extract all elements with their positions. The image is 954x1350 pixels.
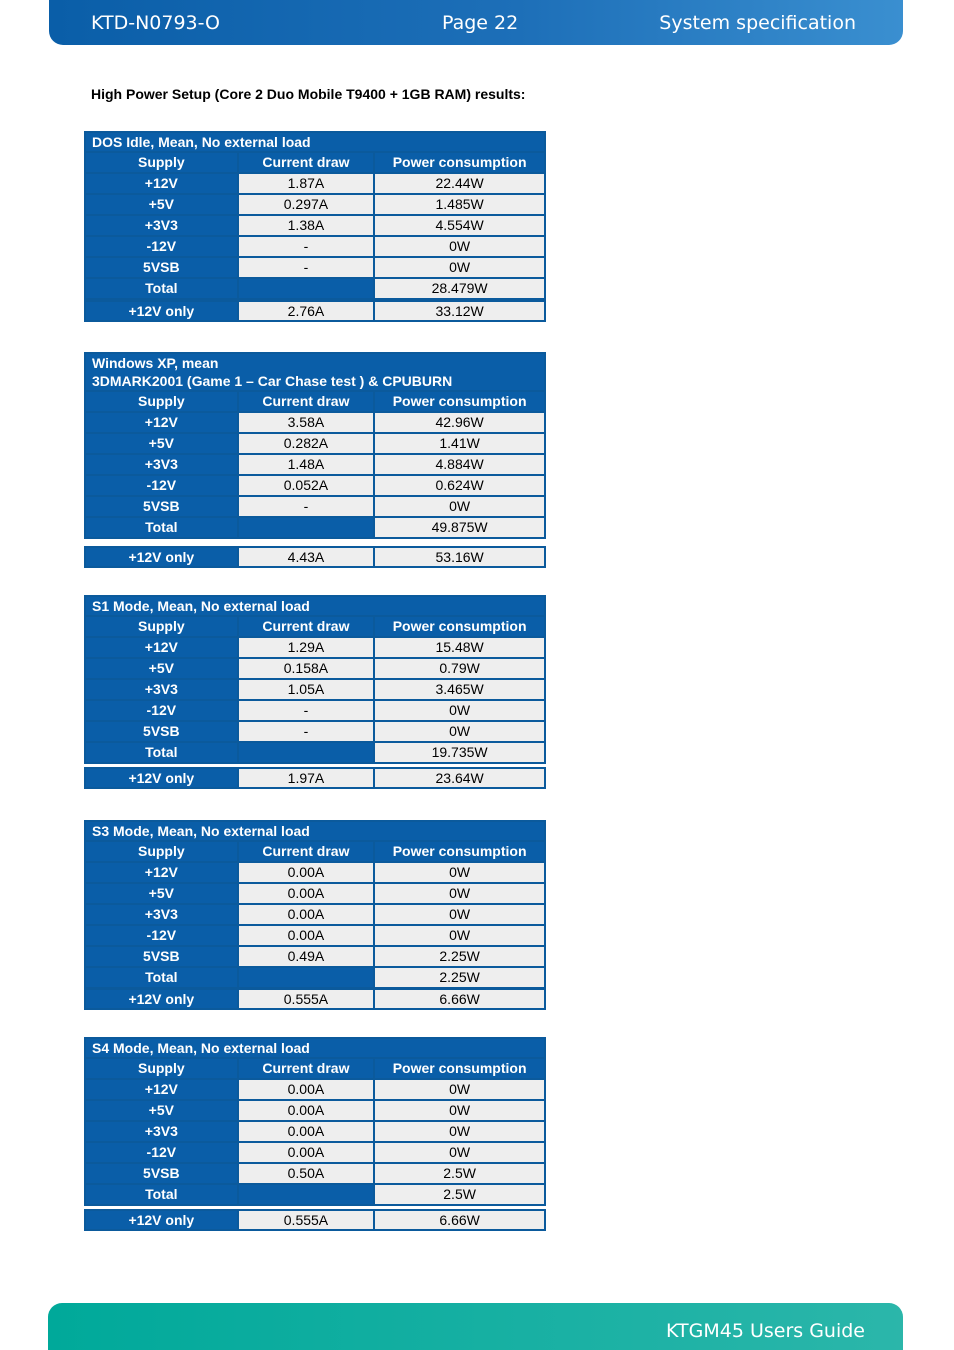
only-label: +12V only xyxy=(85,1210,238,1230)
current-cell: 1.05A xyxy=(238,679,375,700)
table-row xyxy=(85,989,545,1009)
table-row xyxy=(85,1079,545,1100)
current-cell: - xyxy=(238,257,375,278)
total-label: Total xyxy=(85,278,238,299)
current-cell: 0.00A xyxy=(238,883,375,904)
table-row xyxy=(85,1210,545,1230)
table-title xyxy=(85,596,545,616)
current-cell: 0.282A xyxy=(238,433,375,454)
supply-cell: +12V xyxy=(85,173,238,194)
current-cell: 0.50A xyxy=(238,1163,375,1184)
power-cell: 1.41W xyxy=(374,433,545,454)
guide-title: KTGM45 Users Guide xyxy=(666,1320,865,1342)
power-cell: 1.485W xyxy=(374,194,545,215)
twelve-volt-only-table xyxy=(84,767,546,789)
total-blank-cell xyxy=(238,967,375,988)
power-cell: 0W xyxy=(374,925,545,946)
power-table xyxy=(84,1037,546,1206)
total-power-cell: 19.735W xyxy=(374,742,545,763)
only-power-cell: 6.66W xyxy=(374,1210,545,1230)
total-label: Total xyxy=(85,742,238,763)
current-cell: 0.49A xyxy=(238,946,375,967)
table-row xyxy=(85,173,545,194)
power-cell: 0W xyxy=(374,257,545,278)
column-header-power: Power consumption xyxy=(374,616,545,637)
power-cell: 0W xyxy=(374,700,545,721)
current-cell: - xyxy=(238,700,375,721)
power-cell: 0W xyxy=(374,1142,545,1163)
table-row xyxy=(85,215,545,236)
supply-cell: +12V xyxy=(85,1079,238,1100)
supply-cell: +3V3 xyxy=(85,215,238,236)
total-label: Total xyxy=(85,967,238,988)
supply-cell: 5VSB xyxy=(85,946,238,967)
power-cell: 0W xyxy=(374,496,545,517)
supply-cell: +5V xyxy=(85,883,238,904)
column-header-power: Power consumption xyxy=(374,152,545,173)
current-cell: 0.00A xyxy=(238,925,375,946)
power-cell: 15.48W xyxy=(374,637,545,658)
supply-cell: +5V xyxy=(85,194,238,215)
column-header-current: Current draw xyxy=(238,152,375,173)
power-table xyxy=(84,352,546,539)
page-footer xyxy=(48,1303,903,1350)
table-row xyxy=(85,257,545,278)
total-label: Total xyxy=(85,1184,238,1205)
supply-cell: -12V xyxy=(85,475,238,496)
supply-cell: +5V xyxy=(85,433,238,454)
power-cell: 2.25W xyxy=(374,946,545,967)
power-cell: 4.884W xyxy=(374,454,545,475)
only-power-cell: 23.64W xyxy=(374,768,545,788)
supply-cell: -12V xyxy=(85,1142,238,1163)
current-cell: 0.297A xyxy=(238,194,375,215)
table-row xyxy=(85,1100,545,1121)
supply-cell: -12V xyxy=(85,925,238,946)
table-row xyxy=(85,768,545,788)
current-cell: 1.29A xyxy=(238,637,375,658)
table-title-line: S3 Mode, Mean, No external load xyxy=(92,823,310,839)
table-title-line: S1 Mode, Mean, No external load xyxy=(92,598,310,614)
power-cell: 0W xyxy=(374,904,545,925)
column-header-power: Power consumption xyxy=(374,841,545,862)
current-cell: 0.00A xyxy=(238,1100,375,1121)
total-power-cell: 49.875W xyxy=(374,517,545,538)
power-cell: 0W xyxy=(374,1121,545,1142)
table-row xyxy=(85,721,545,742)
column-header-current: Current draw xyxy=(238,841,375,862)
column-header-supply: Supply xyxy=(85,391,238,412)
only-label: +12V only xyxy=(85,301,238,321)
column-header-power: Power consumption xyxy=(374,391,545,412)
supply-cell: +5V xyxy=(85,658,238,679)
document-id: KTD-N0793-O xyxy=(91,12,220,34)
total-row xyxy=(85,1184,545,1205)
table-row xyxy=(85,883,545,904)
only-power-cell: 33.12W xyxy=(374,301,545,321)
table-row xyxy=(85,1121,545,1142)
total-blank-cell xyxy=(238,742,375,763)
table-row xyxy=(85,658,545,679)
current-cell: 0.00A xyxy=(238,1121,375,1142)
power-cell: 2.5W xyxy=(374,1163,545,1184)
total-power-cell: 2.25W xyxy=(374,967,545,988)
table-title-line: DOS Idle, Mean, No external load xyxy=(92,134,311,150)
supply-cell: 5VSB xyxy=(85,257,238,278)
table-row xyxy=(85,547,545,567)
current-cell: 1.48A xyxy=(238,454,375,475)
table-row xyxy=(85,454,545,475)
table-row xyxy=(85,679,545,700)
only-label: +12V only xyxy=(85,547,238,567)
table-row xyxy=(85,637,545,658)
twelve-volt-only-table xyxy=(84,300,546,322)
column-header-current: Current draw xyxy=(238,1058,375,1079)
table-row xyxy=(85,1142,545,1163)
total-blank-cell xyxy=(238,278,375,299)
current-cell: 1.87A xyxy=(238,173,375,194)
power-cell: 0W xyxy=(374,236,545,257)
table-row xyxy=(85,301,545,321)
total-blank-cell xyxy=(238,1184,375,1205)
table-title-line: 3DMARK2001 (Game 1 – Car Chase test ) & CPUBURN xyxy=(92,373,453,389)
table-row xyxy=(85,925,545,946)
power-cell: 0W xyxy=(374,1079,545,1100)
supply-cell: +5V xyxy=(85,1100,238,1121)
table-row xyxy=(85,412,545,433)
table-title xyxy=(85,821,545,841)
supply-cell: 5VSB xyxy=(85,721,238,742)
only-power-cell: 6.66W xyxy=(374,989,545,1009)
current-cell: - xyxy=(238,496,375,517)
only-current-cell: 0.555A xyxy=(238,989,375,1009)
table-title xyxy=(85,132,545,152)
total-label: Total xyxy=(85,517,238,538)
only-current-cell: 1.97A xyxy=(238,768,375,788)
column-header-supply: Supply xyxy=(85,616,238,637)
twelve-volt-only-table xyxy=(84,1209,546,1231)
intro-heading: High Power Setup (Core 2 Duo Mobile T9400 + 1GB RAM) results: xyxy=(91,86,526,102)
only-current-cell: 4.43A xyxy=(238,547,375,567)
column-header-current: Current draw xyxy=(238,616,375,637)
supply-cell: -12V xyxy=(85,236,238,257)
supply-cell: 5VSB xyxy=(85,496,238,517)
table-title-line: Windows XP, mean xyxy=(92,355,219,371)
total-row xyxy=(85,967,545,988)
supply-cell: +3V3 xyxy=(85,454,238,475)
only-current-cell: 2.76A xyxy=(238,301,375,321)
current-cell: 0.158A xyxy=(238,658,375,679)
current-cell: 3.58A xyxy=(238,412,375,433)
table-title-line: S4 Mode, Mean, No external load xyxy=(92,1040,310,1056)
power-cell: 0W xyxy=(374,1100,545,1121)
current-cell: 0.00A xyxy=(238,1079,375,1100)
table-title xyxy=(85,1038,545,1058)
column-header-current: Current draw xyxy=(238,391,375,412)
section-title: System specification xyxy=(659,12,856,34)
page-number: Page 22 xyxy=(442,12,519,34)
table-row xyxy=(85,475,545,496)
column-header-supply: Supply xyxy=(85,152,238,173)
only-label: +12V only xyxy=(85,989,238,1009)
table-row xyxy=(85,496,545,517)
current-cell: 0.00A xyxy=(238,862,375,883)
power-cell: 42.96W xyxy=(374,412,545,433)
total-power-cell: 28.479W xyxy=(374,278,545,299)
current-cell: 0.052A xyxy=(238,475,375,496)
twelve-volt-only-table xyxy=(84,546,546,568)
twelve-volt-only-table xyxy=(84,988,546,1010)
power-cell: 22.44W xyxy=(374,173,545,194)
total-row xyxy=(85,517,545,538)
supply-cell: 5VSB xyxy=(85,1163,238,1184)
column-header-supply: Supply xyxy=(85,1058,238,1079)
total-blank-cell xyxy=(238,517,375,538)
power-cell: 0W xyxy=(374,721,545,742)
power-table xyxy=(84,820,546,989)
total-row xyxy=(85,278,545,299)
total-row xyxy=(85,742,545,763)
table-title xyxy=(85,353,545,391)
supply-cell: +3V3 xyxy=(85,679,238,700)
current-cell: 0.00A xyxy=(238,904,375,925)
table-row xyxy=(85,904,545,925)
current-cell: - xyxy=(238,236,375,257)
power-table xyxy=(84,131,546,300)
supply-cell: +12V xyxy=(85,637,238,658)
column-header-power: Power consumption xyxy=(374,1058,545,1079)
power-cell: 0W xyxy=(374,862,545,883)
power-cell: 0.624W xyxy=(374,475,545,496)
power-cell: 4.554W xyxy=(374,215,545,236)
current-cell: - xyxy=(238,721,375,742)
current-cell: 1.38A xyxy=(238,215,375,236)
supply-cell: -12V xyxy=(85,700,238,721)
table-row xyxy=(85,862,545,883)
supply-cell: +12V xyxy=(85,412,238,433)
supply-cell: +3V3 xyxy=(85,904,238,925)
table-row xyxy=(85,946,545,967)
power-cell: 0W xyxy=(374,883,545,904)
table-row xyxy=(85,1163,545,1184)
table-row xyxy=(85,236,545,257)
only-power-cell: 53.16W xyxy=(374,547,545,567)
only-current-cell: 0.555A xyxy=(238,1210,375,1230)
supply-cell: +12V xyxy=(85,862,238,883)
page-header xyxy=(49,0,903,45)
power-cell: 0.79W xyxy=(374,658,545,679)
supply-cell: +3V3 xyxy=(85,1121,238,1142)
power-cell: 3.465W xyxy=(374,679,545,700)
only-label: +12V only xyxy=(85,768,238,788)
column-header-supply: Supply xyxy=(85,841,238,862)
total-power-cell: 2.5W xyxy=(374,1184,545,1205)
table-row xyxy=(85,700,545,721)
power-table xyxy=(84,595,546,764)
current-cell: 0.00A xyxy=(238,1142,375,1163)
table-row xyxy=(85,194,545,215)
table-row xyxy=(85,433,545,454)
